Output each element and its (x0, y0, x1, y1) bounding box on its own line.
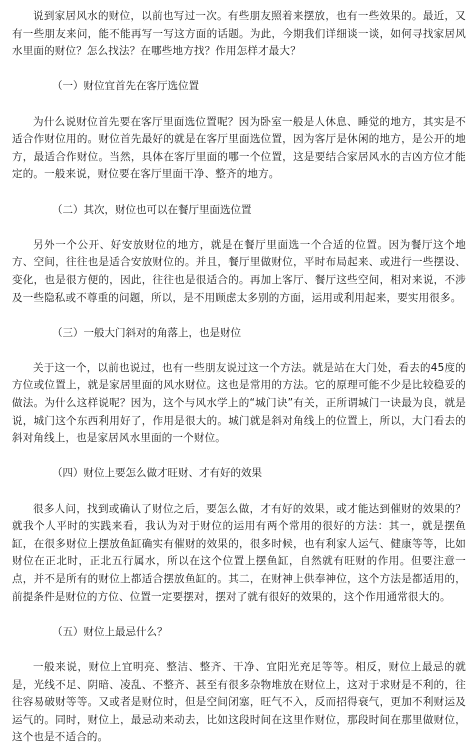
section-paragraph-4: 很多人问，找到或确认了财位之后，要怎么做，才有好的效果，或才能达到催财的效果的？就我个人平时的实践来看，我认为对于财位的运用有两个常用的很好的方法：其一，就是摆鱼缸，在很多财位上摆放鱼缸确实有催财的效果的，很多时候，也有利家人运气、健康等等，比如财位在正北时，正北五行属水，所以在这个位置上摆鱼缸，自然就有旺财的作用。但要注意一点，并不是所有的财位上都适合摆放鱼缸的。其二，在财神上供奉神位，这个方法是都适用的，前提条件是财位的方位、位置一定要摆对，摆对了就有很好的效果的，这个作用通常很大的。 (12, 502, 466, 603)
section-heading-5: （五）财位上最忌什么？ (52, 625, 168, 638)
section-heading-2: （二）其次，财位也可以在餐厅里面选位置 (52, 203, 252, 216)
spacer (12, 96, 466, 114)
section-paragraph-2: 另外一个公开、好安放财位的地方，就是在餐厅里面选一个合适的位置。因为餐厅这个地方、空间，往往也是适合安放财位的。并且，餐厅里做财位，平时布局起来、或进行一些摆设、变化，也是很方便的，因此，往往也是很适合的。再加上客厅、餐厅这些空间，相对来说，不涉及一些隐私或不尊重的问题，所以，是不用顾虑太多别的方面，运用或利用起来，要实用很多。 (12, 238, 466, 304)
section-heading-3: （三）一般大门斜对的角落上，也是财位 (52, 326, 241, 339)
section-heading-4: （四）财位上要怎么做才旺财、才有好的效果 (52, 467, 262, 480)
section-paragraph-3: 关于这一个，以前也说过，也有一些朋友说过这一个方法。就是站在大门处，看去的45度的方位或位置上，就是家居里面的风水财位。这也是常用的方法。它的原理可能不少是比较稳妥的做法。为什么这样说呢？因为，这个与风水学上的“城门诀”有关，正所谓城门一诀最为良，就是说，城门这个东西利用好了，作用是很大的。城门就是斜对角线上的位置上，所以，大门看去的斜对角线上，也是家居风水里面的一个财位。 (12, 361, 466, 445)
spacer (12, 448, 466, 466)
spacer (12, 307, 466, 325)
spacer (12, 641, 466, 659)
spacer (12, 184, 466, 202)
section-paragraph-1: 为什么说财位首先要在客厅里面选位置呢？因为卧室一般是人休息、睡觉的地方，其实是不适合作财位用的。财位首先最好的就是在客厅里面选位置，因为客厅是休闲的地方，是公开的地方，最适合作财位。当然，具体在客厅里面的哪一个位置，这是要结合家居风水的吉凶方位才能定的。一般来说，财位要在客厅里面干净、整齐的地方。 (12, 115, 466, 181)
section-heading-1: （一）财位宜首先在客厅选位置 (52, 80, 199, 93)
spacer (12, 483, 466, 501)
spacer (12, 606, 466, 624)
spacer (12, 219, 466, 237)
section-paragraph-5: 一般来说，财位上宜明亮、整洁、整齐、干净、宜阳光充足等等。相反，财位上最忌的就是，光线不足、阴暗、凌乱、不整齐、甚至有很多杂物堆放在财位上，这对于求财是不利的，往往容易破财等等。又或者是财位时，但是空间闭塞，旺气不入，反而招得衰气，更加不利财运及运气的。同时，财位上，最忌动来动去，比如这段时间在这里作财位，那段时间在那里做财位，这个也是不适合的。 (12, 660, 466, 744)
intro-paragraph: 说到家居风水的财位，以前也写过一次。有些朋友照着来摆放，也有一些效果的。最近，又有一些朋友来问，能不能再写一写这方面的话题。为此，今期我们详细谈一谈，如何寻找家居风水里面的财位？怎么找法？在哪些地方找？作用怎样才最大？ (12, 10, 466, 58)
spacer (12, 61, 466, 79)
spacer (12, 342, 466, 360)
